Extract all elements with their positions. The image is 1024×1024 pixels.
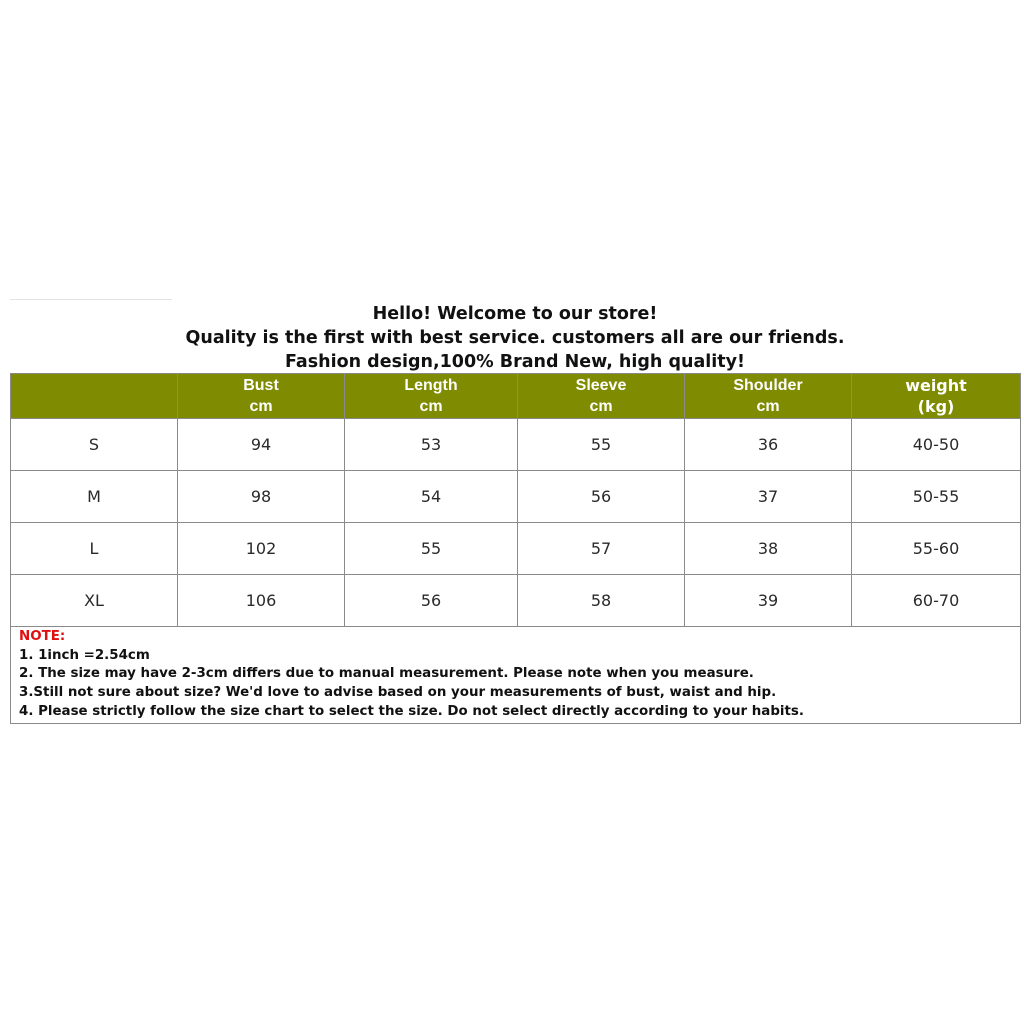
note-line: 3.Still not sure about size? We'd love to advise based on your measurements of bust, waist and hip. — [19, 685, 777, 701]
header-unit: cm — [249, 398, 273, 415]
greeting-line: Quality is the first with best service. customers all are our friends. — [185, 328, 845, 348]
header-unit: cm — [419, 398, 443, 415]
header-label: Shoulder — [733, 377, 803, 394]
header-label: Bust — [243, 377, 279, 394]
greeting-line: Hello! Welcome to our store! — [372, 304, 658, 324]
greeting-line: Fashion design,100% Brand New, high quality! — [284, 352, 746, 372]
weight-cell: 40-50 — [852, 419, 1021, 471]
header-unit: cm — [756, 398, 780, 415]
store-greeting — [0, 302, 1024, 374]
size-cell: XL — [11, 575, 178, 627]
sleeve-cell: 56 — [518, 471, 685, 523]
table-row — [11, 523, 1021, 575]
shoulder-cell: 38 — [685, 523, 852, 575]
sleeve-cell: 58 — [518, 575, 685, 627]
bust-cell: 98 — [178, 471, 345, 523]
table-row — [11, 575, 1021, 627]
top-divider — [10, 299, 172, 300]
shoulder-cell: 36 — [685, 419, 852, 471]
length-cell: 55 — [345, 523, 518, 575]
weight-cell: 60-70 — [852, 575, 1021, 627]
note-title: NOTE: — [19, 629, 66, 644]
header-unit: (kg) — [917, 397, 955, 416]
sleeve-cell: 57 — [518, 523, 685, 575]
bust-cell: 106 — [178, 575, 345, 627]
length-cell: 56 — [345, 575, 518, 627]
shoulder-cell: 37 — [685, 471, 852, 523]
bust-cell: 94 — [178, 419, 345, 471]
table-header-row — [11, 374, 1021, 419]
note-line: 2. The size may have 2-3cm differs due to manual measurement. Please note when you measure. — [19, 666, 754, 682]
header-cell-sleeve — [518, 374, 685, 419]
length-cell: 54 — [345, 471, 518, 523]
sleeve-cell: 55 — [518, 419, 685, 471]
note-line: 1. 1inch =2.54cm — [19, 647, 150, 663]
header-cell-shoulder — [685, 374, 852, 419]
note-line: 4. Please strictly follow the size chart to select the size. Do not select directly according to your habits. — [19, 703, 804, 719]
header-cell-bust — [178, 374, 345, 419]
shoulder-cell: 39 — [685, 575, 852, 627]
bust-cell: 102 — [178, 523, 345, 575]
weight-cell: 50-55 — [852, 471, 1021, 523]
header-cell-length — [345, 374, 518, 419]
header-label: Sleeve — [575, 377, 627, 394]
size-chart-table — [10, 373, 1021, 724]
table-row — [11, 419, 1021, 471]
header-cell-weight — [852, 374, 1021, 419]
notes-block — [11, 627, 1021, 724]
notes-row — [11, 627, 1021, 724]
size-cell: S — [11, 419, 178, 471]
size-cell: L — [11, 523, 178, 575]
size-cell: M — [11, 471, 178, 523]
weight-cell: 55-60 — [852, 523, 1021, 575]
header-label: Length — [404, 377, 458, 394]
table-row — [11, 471, 1021, 523]
length-cell: 53 — [345, 419, 518, 471]
header-cell-size — [11, 374, 178, 419]
header-label: weight — [905, 376, 967, 395]
header-unit: cm — [589, 398, 613, 415]
